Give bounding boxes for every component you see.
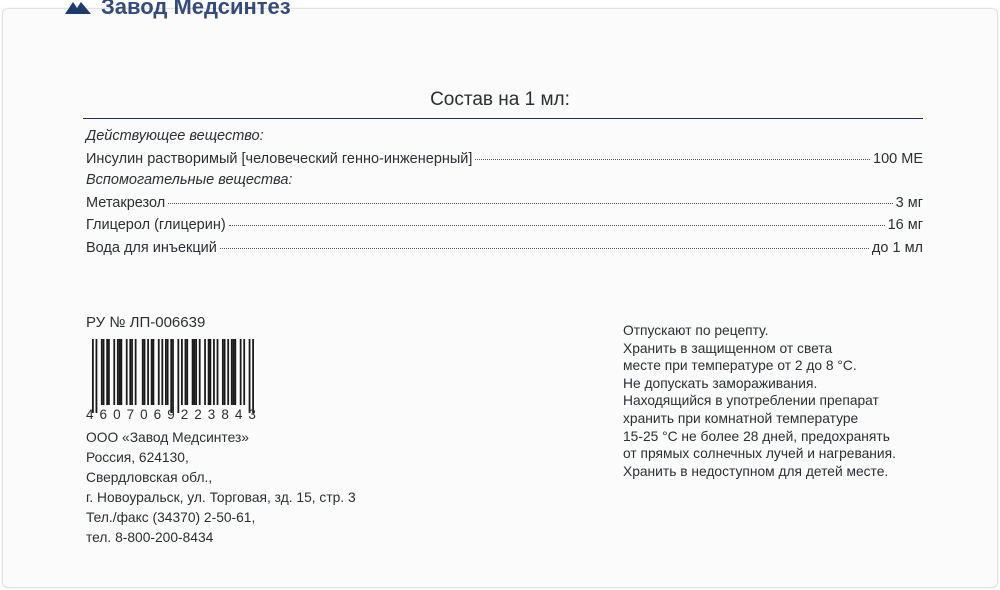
barcode-digit: 6: [99, 407, 108, 422]
barcode-bar: [193, 339, 195, 405]
barcode-bar: [231, 339, 233, 405]
storage-line: Хранить в защищенном от света: [623, 340, 833, 356]
barcode-bar: [101, 339, 103, 405]
barcode-bar: [153, 339, 155, 405]
barcode-bar: [172, 339, 174, 413]
storage-line: Отпускают по рецепту.: [623, 323, 769, 338]
barcode-bar: [108, 339, 110, 405]
barcode-bar: [144, 339, 146, 405]
manufacturer-line: Россия, 624130,: [86, 450, 189, 465]
barcode-bar: [113, 339, 115, 405]
barcode-bar: [103, 339, 105, 405]
barcode-bar: [217, 339, 219, 405]
barcode-digit: 8: [221, 407, 229, 422]
barcode-digits: [86, 407, 256, 422]
barcode-bar: [161, 339, 163, 405]
barcode-digit: 4: [234, 407, 243, 422]
barcode-bar: [119, 339, 121, 405]
storage-line: 15-25 °С не более 28 дней, предохранять: [623, 428, 890, 444]
barcode-bar: [185, 339, 187, 405]
barcode-bar: [209, 339, 211, 405]
storage-line: от прямых солнечных лучей и нагревания.: [623, 446, 896, 462]
manufacturer-line: Свердловская обл.,: [86, 470, 213, 485]
manufacturer-info: [86, 428, 356, 548]
barcode-bar: [177, 339, 179, 413]
barcode-bar: [199, 339, 201, 405]
barcode-bar: [222, 339, 224, 405]
barcode-digit: 6: [153, 407, 162, 422]
barcode-digit: 4: [86, 407, 94, 422]
barcode-bar: [120, 339, 122, 405]
ingredient-amount: 3 мг: [895, 194, 923, 211]
barcode-bar: [234, 339, 236, 405]
barcode-bar: [208, 339, 210, 405]
barcode-bar: [243, 339, 245, 405]
storage-line: Находящийся в употреблении препарат: [623, 393, 879, 409]
leader-dots: [475, 145, 870, 160]
manufacturer-line: тел. 8-800-200-8434: [86, 530, 214, 545]
barcode-bar: [227, 339, 229, 405]
manufacturer-line: Тел./факс (34370) 2-50-61,: [86, 510, 256, 525]
excipients-heading: Вспомогательные вещества:: [86, 172, 293, 188]
ingredient-row: [86, 237, 923, 260]
barcode-bar: [213, 339, 215, 405]
barcode-bar: [158, 339, 160, 405]
barcode-bar: [131, 339, 133, 405]
barcode-bar: [135, 339, 137, 405]
ingredient-name: Инсулин растворимый [человеческий генно-инженерный]: [86, 150, 473, 167]
storage-conditions: [623, 322, 896, 480]
leader-dots: [229, 211, 885, 226]
barcode-bar: [233, 339, 235, 405]
ingredient-amount: до 1 мл: [871, 239, 923, 256]
barcode-bar: [96, 339, 98, 413]
barcode-bar: [126, 339, 128, 405]
brand-name: Завод Медсинтез: [101, 0, 291, 19]
barcode-bar: [117, 339, 119, 405]
ingredient-name: Вода для инъекций: [86, 239, 217, 256]
ingredient-row: [86, 148, 923, 171]
barcode-bar: [204, 339, 206, 405]
ingredient-name: Метакрезол: [86, 194, 166, 211]
ingredient-name: Глицерол (глицерин): [86, 217, 226, 233]
barcode-bar: [147, 339, 149, 405]
leader-dots: [220, 234, 869, 249]
barcode-digit: 9: [167, 407, 175, 422]
barcode-bar: [186, 339, 188, 405]
registration-number: РУ № ЛП-006639: [86, 314, 206, 331]
barcode-digit: 0: [113, 407, 121, 422]
composition-divider: [83, 118, 923, 119]
barcode-bar: [142, 339, 144, 405]
barcode-digit: 0: [140, 407, 148, 422]
ingredient-amount: 16 мг: [887, 217, 923, 233]
barcode-digit: 3: [207, 407, 216, 422]
barcode-bar: [170, 339, 172, 413]
barcode-digit: 7: [126, 407, 135, 422]
manufacturer-line: г. Новоуральск, ул. Торговая, зд. 15, стр. 3: [86, 490, 356, 505]
barcode-bar: [224, 339, 226, 405]
barcode: [86, 339, 256, 422]
manufacturer-line: ООО «Завод Медсинтез»: [86, 430, 249, 445]
leader-dots: [168, 189, 892, 204]
storage-line: месте при температуре от 2 до 8 °С.: [623, 358, 857, 374]
storage-line: хранить при комнатной температуре: [623, 410, 859, 426]
barcode-bar: [252, 339, 254, 413]
composition-title: Состав на 1 мл:: [430, 89, 570, 110]
barcode-bar: [106, 339, 108, 405]
barcode-digit: 2: [194, 407, 202, 422]
brand-header: [63, 0, 291, 19]
barcode-bar: [195, 339, 197, 405]
barcode-digit: 3: [248, 407, 256, 422]
barcode-bars-icon: [86, 339, 256, 407]
ingredient-amount: 100 МЕ: [873, 150, 923, 167]
barcode-bar: [192, 339, 194, 405]
barcode-digit: 2: [180, 407, 189, 422]
storage-line: Не допускать замораживания.: [623, 375, 818, 391]
barcode-bar: [129, 339, 131, 405]
barcode-bar: [249, 339, 251, 413]
barcode-bar: [167, 339, 169, 405]
barcode-bar: [165, 339, 167, 405]
barcode-bar: [181, 339, 183, 405]
barcode-bar: [240, 339, 242, 405]
ingredients-list: [86, 126, 923, 259]
active-substance-heading: Действующее вещество:: [86, 128, 264, 144]
barcode-bar: [151, 339, 153, 405]
storage-line: Хранить в недоступном для детей месте.: [623, 463, 889, 479]
barcode-bar: [92, 339, 94, 413]
package-back-panel: [2, 0, 998, 588]
brand-logo-icon: [63, 0, 93, 16]
